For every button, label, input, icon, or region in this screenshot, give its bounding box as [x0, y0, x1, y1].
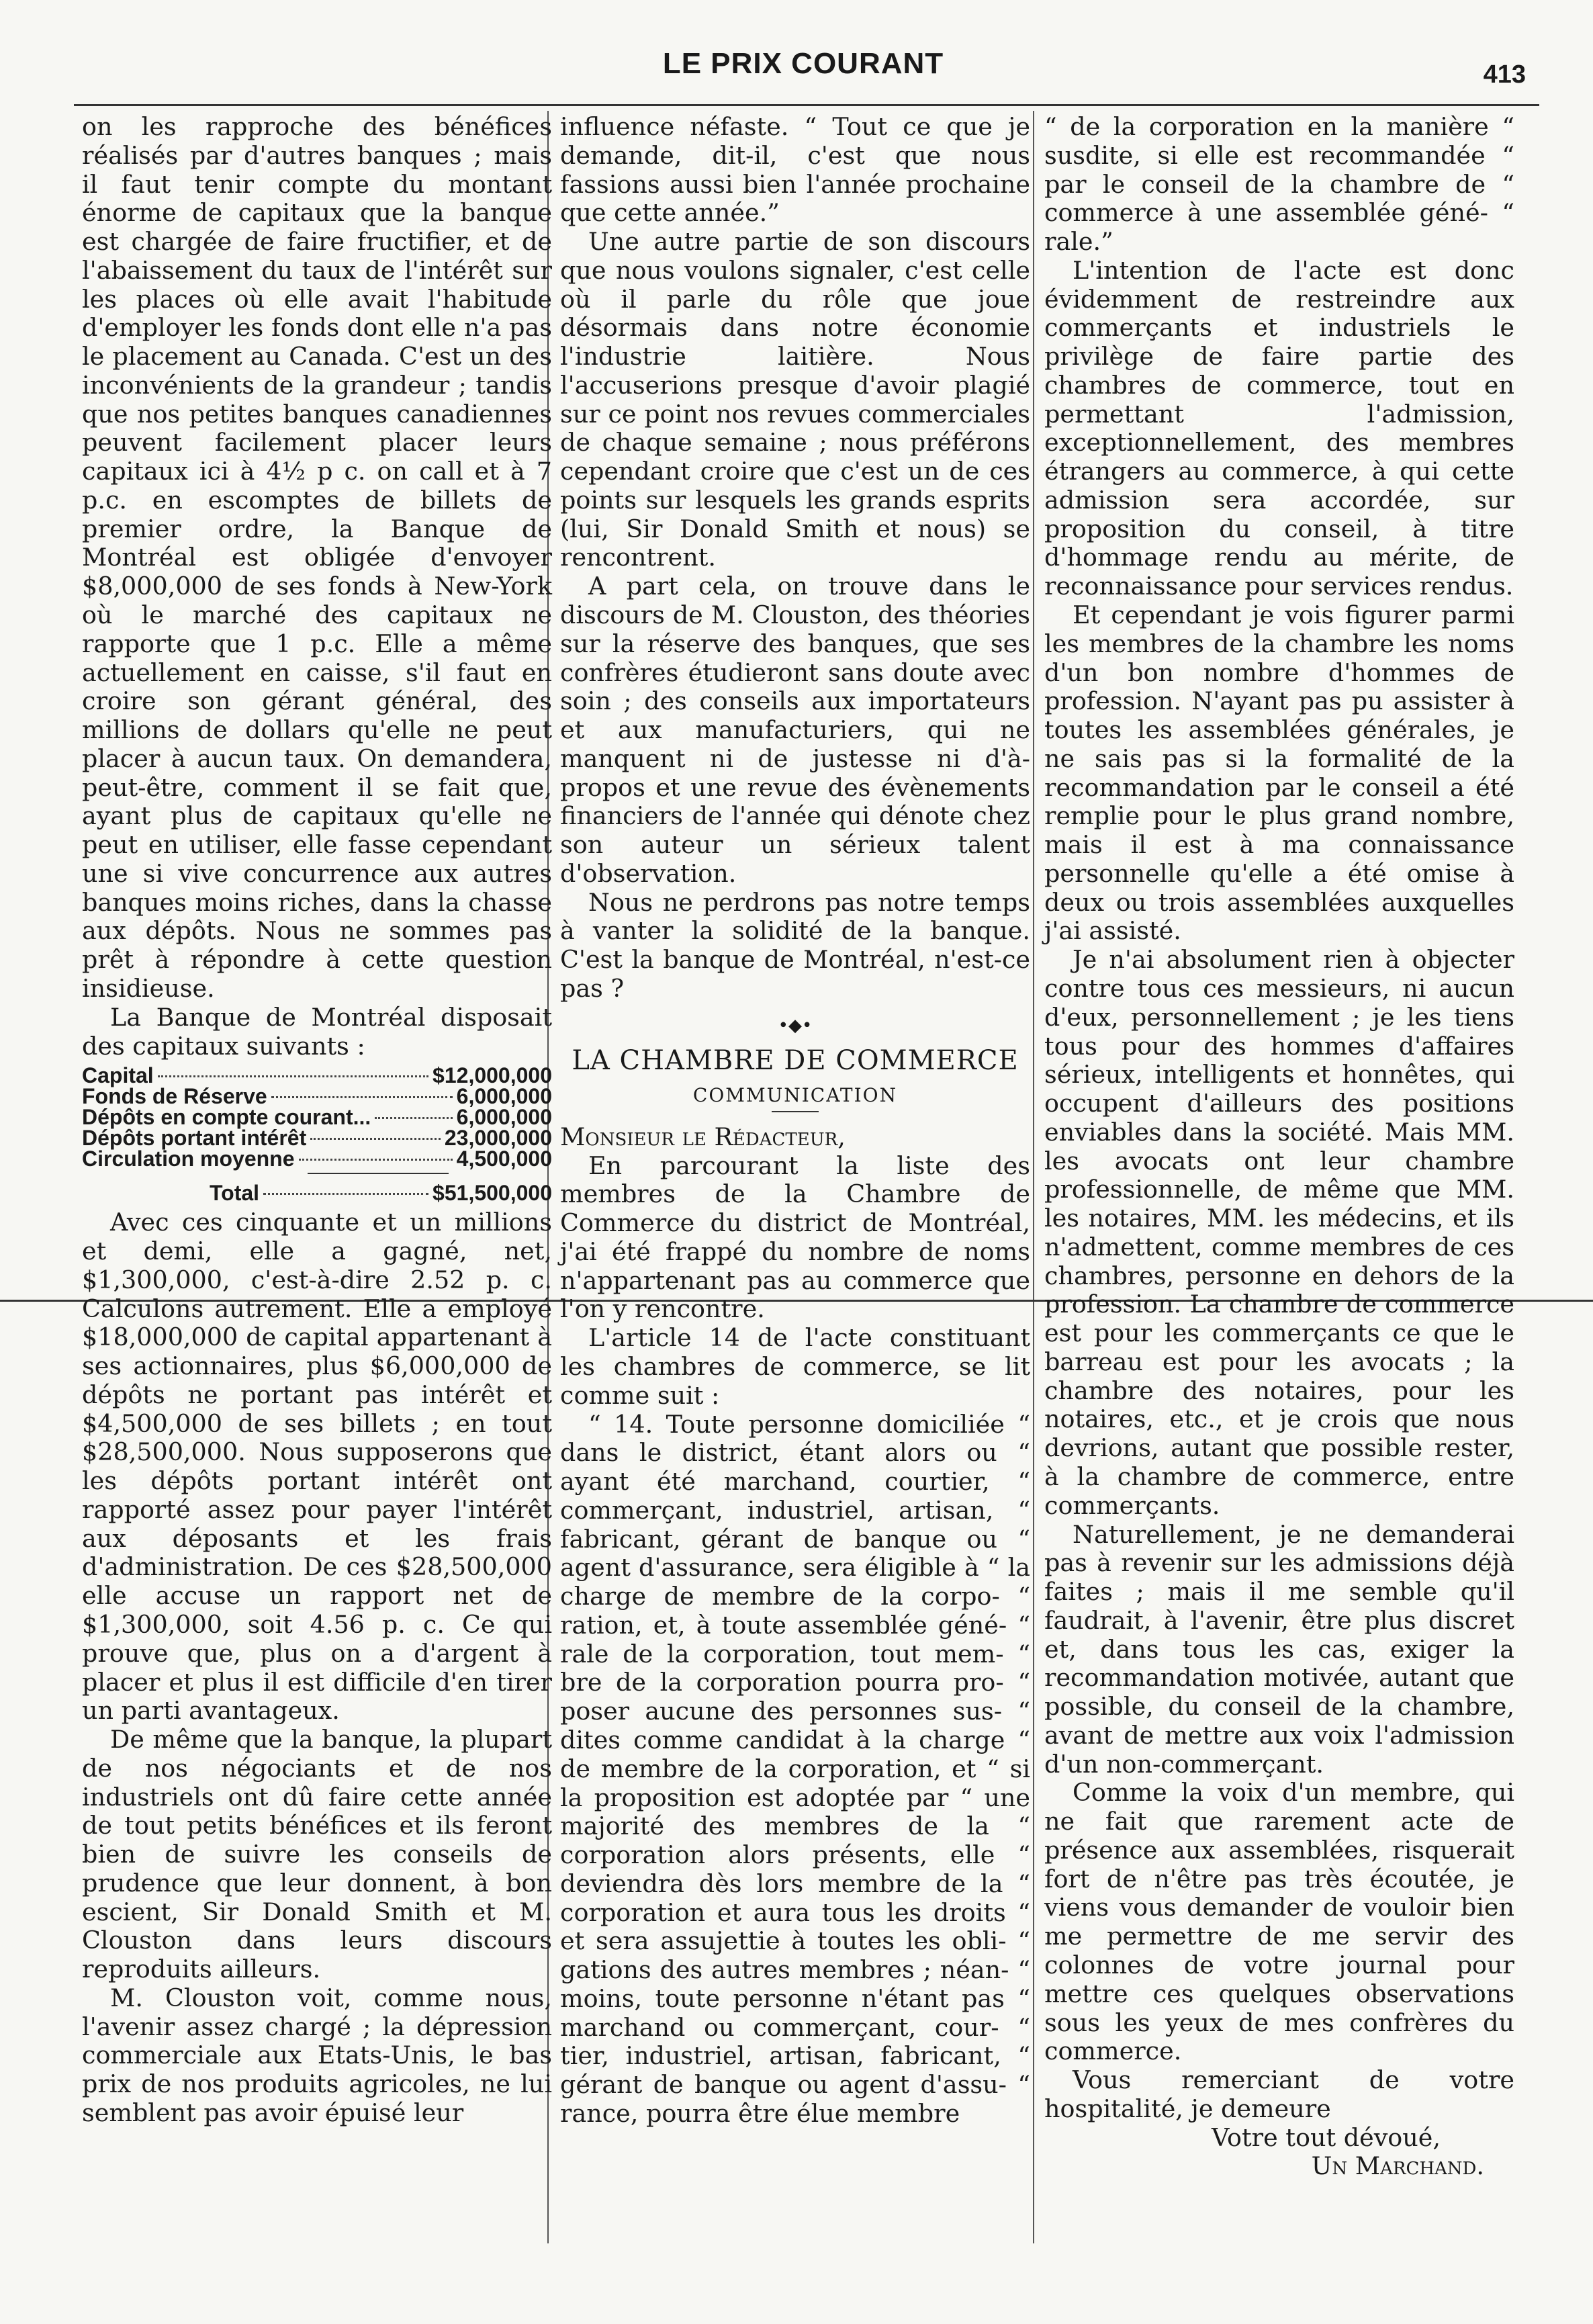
- paragraph: A part cela, on trouve dans le discours de M. Clouston, des théories sur la réserve des banques, que ses confrères étudieront sans doute avec soin ; des conseils aux importateurs et aux manufacturiers, qui ne manquent ni de justesse ni d'à-propos et une revue des évènements financiers de l'année qui dénote chez son auteur un sérieux talent d'observation.: [560, 572, 1030, 888]
- leader-dots: [158, 1075, 428, 1077]
- header-rule: [74, 104, 1539, 106]
- paragraph: L'article 14 de l'acte constituant les chambres de commerce, se lit comme suit :: [560, 1323, 1030, 1410]
- section-title: LA CHAMBRE DE COMMERCE: [572, 1045, 1019, 1077]
- paragraph: Naturellement, je ne demanderai pas à revenir sur les admissions déjà faites ; mais il me semble qu'il faudrait, à l'avenir, être plus discret et, dans tous les cas, exiger la recommandation motivée, autant que possible, du conseil de la chambre, avant de mettre aux voix l'admission d'un non-commerçant.: [1044, 1519, 1514, 1779]
- paragraph: L'intention de l'acte est donc évidemment de restreindre aux commerçants et industriels le privilège de faire partie des chambres de commerce, tout en permettant l'admission, exceptionnellement, des membres étrangers au commerce, à qui cette admission sera accordée, sur proposition du conseil, à titre d'hommage rendu au mérite, de reconnaissance pour services rendus.: [1044, 255, 1514, 601]
- paragraph: Nous ne perdrons pas notre temps à vanter la solidité de la banque. C'est la banque de Montréal, n'est-ce pas ?: [560, 887, 1030, 1003]
- finance-label: Dépôts en compte courant...: [82, 1105, 371, 1130]
- paragraph: La Banque de Montréal disposait des capitaux suivants :: [82, 1002, 552, 1061]
- finance-row: [82, 1148, 552, 1169]
- finance-row: [82, 1105, 552, 1130]
- ornament-divider: •◆•: [778, 1015, 813, 1036]
- quoted-article: “ 14. Toute personne domiciliée “ dans le district, étant alors ou “ ayant été marchand, courtier, “ commerçant, industriel, artisan, “ fabricant, gérant de banque ou “ agent d'assurance, sera éligible à “ la charge de membre de la corpo- “ ration, et, à toute assemblée géné- “ rale de la corporation, tout mem- “ bre de la corporation pourra pro- “ poser aucune des personnes sus- “ dites comme candidat à la charge “ de membre de la corporation, et “ si la proposition est adoptée par “ une majorité des membres de la “ corporation alors présents, elle “ deviendra dès lors membre de la “ corporation et aura tous les droits “ et sera assujettie à toutes les obli- “ gations des autres membres ; néan- “ moins, toute personne n'étant pas “ marchand ou commerçant, cour- “ tier, industriel, artisan, fabricant, “ gérant de banque ou agent d'assu- “ rance, pourra être élue membre: [560, 1409, 1030, 2128]
- leader-dots: [375, 1117, 452, 1119]
- total-value: $51,500,000: [433, 1181, 552, 1206]
- leader-dots: [263, 1193, 428, 1195]
- finance-row: [82, 1063, 552, 1088]
- column-2: [560, 113, 1030, 2129]
- finance-table: [82, 1063, 552, 1206]
- finance-value: 6,000,000: [456, 1084, 552, 1109]
- paragraph: Vous remerciant de votre hospitalité, je demeure: [1044, 2065, 1514, 2123]
- masthead: [54, 40, 1553, 101]
- leader-dots: [271, 1096, 453, 1098]
- finance-label: Capital: [82, 1063, 154, 1088]
- quoted-article-continued: “ de la corporation en la manière “ susdite, si elle est recommandée “ par le conseil de la chambre de “ commerce à une assemblée géné- “ rale.”: [1044, 112, 1514, 257]
- finance-value: 4,500,000: [456, 1147, 552, 1171]
- column-1: [82, 113, 552, 2128]
- column-divider: [1033, 111, 1034, 2243]
- finance-label: Circulation moyenne: [82, 1147, 295, 1171]
- paragraph: M. Clouston voit, comme nous, l'avenir assez chargé ; la dépression commerciale aux Etats-Unis, le bas prix de nos produits agricoles, ne lui semblent pas avoir épuisé leur: [82, 1983, 552, 2127]
- journal-title: LE PRIX COURANT: [662, 47, 944, 80]
- paragraph: Avec ces cinquante et un millions et demi, elle a gagné, net, $1,300,000, c'est-à-dire 2.52 p. c. Calculons autrement. Elle a employé $18,000,000 de capital appartenant à ses actionnaires, plus $6,000,000 de dépôts ne portant pas intérêt et $4,500,000 de ses billets ; en tout $28,500,000. Nous supposerons que les dépôts portant intérêt ont rapporté assez pour payer l'intérêt aux déposants et les frais d'administration. De ces $28,500,000 elle accuse un rapport net de $1,300,000, soit 4.56 p. c. Ce qui prouve que, plus on a d'argent à placer et plus il est difficile d'en tirer un parti avantageux.: [82, 1208, 552, 1726]
- total-rule: [308, 1173, 449, 1174]
- finance-value: 23,000,000: [444, 1126, 552, 1151]
- paragraph: influence néfaste. “ Tout ce que je demande, dit-il, c'est que nous fassions aussi bien l'année prochaine que cette année.”: [560, 112, 1030, 228]
- finance-label: Dépôts portant intérêt: [82, 1126, 307, 1151]
- finance-row: [82, 1084, 552, 1109]
- paragraph: De même que la banque, la plupart de nos négociants et de nos industriels ont dû faire cette année de tout petits bénéfices et ils feront bien de suivre les conseils de prudence que leur donnent, à bon escient, Sir Donald Smith et M. Clouston dans leurs discours reproduits ailleurs.: [82, 1725, 552, 1984]
- closing: Votre tout dévoué,: [1212, 2122, 1441, 2152]
- subheading: COMMUNICATION: [692, 1084, 898, 1107]
- finance-value: $12,000,000: [433, 1063, 552, 1088]
- leader-dots: [310, 1138, 441, 1140]
- leader-dots: [299, 1159, 453, 1161]
- paragraph: Comme la voix d'un membre, qui ne fait que rarement acte de présence aux assemblées, risquerait fort de n'être pas très écoutée, je viens vous demander de vouloir bien me permettre de me servir des colonnes de votre journal pour mettre ces quelques observations sous les yeux de mes confrères du commerce.: [1044, 1778, 1514, 2066]
- signature: Un Marchand.: [1311, 2151, 1484, 2181]
- salutation: Monsieur le Rédacteur,: [560, 1122, 846, 1151]
- page-number: 413: [1483, 60, 1526, 89]
- finance-row: [82, 1126, 552, 1151]
- column-3: [1044, 113, 1514, 2181]
- total-label: Total: [210, 1181, 260, 1206]
- finance-total-row: [82, 1181, 552, 1206]
- paragraph: En parcourant la liste des membres de la Chambre de Commerce du district de Montréal, j'ai été frappé du nombre de noms n'appartenant pas au commerce que l'on y rencontre.: [560, 1151, 1030, 1324]
- finance-label: Fonds de Réserve: [82, 1084, 267, 1109]
- short-rule: [772, 1111, 819, 1112]
- paragraph: Et cependant je vois figurer parmi les membres de la chambre les noms d'un bon nombre d'hommes de profession. N'ayant pas pu assister à toutes les assemblées générales, je ne sais pas si la formalité de la recommandation par le conseil a été remplie pour le plus grand nombre, mais il est à ma connaissance personnelle qu'elle a été omise à deux ou trois assemblées auxquelles j'ai assisté.: [1044, 600, 1514, 946]
- paragraph: Une autre partie de son discours que nous voulons signaler, c'est celle où il parle du rôle que joue désormais dans notre économie l'industrie laitière. Nous l'accuserions presque d'avoir plagié sur ce point nos revues commerciales de chaque semaine ; nous préférons cependant croire que c'est un de ces points sur lesquels les grands esprits (lui, Sir Donald Smith et nous) se rencontrent.: [560, 227, 1030, 572]
- paragraph: Je n'ai absolument rien à objecter contre tous ces messieurs, ni aucun d'eux, personnellement ; je les tiens tous pour des hommes d'affaires sérieux, intelligents et honnêtes, qui occupent d'ailleurs des positions enviables dans la société. Mais MM. les avocats ont leur chambre professionnelle, de même que MM. les notaires, MM. les médecins, et ils n'admettent, comme membres de ces chambres, personne en dehors de la profession. La chambre de commerce est pour les commerçants ce que le barreau est pour les avocats ; la chambre des notaires, pour les notaires, etc., et je crois que nous devrions, autant que possible rester, à la chambre de commerce, entre commerçants.: [1044, 945, 1514, 1520]
- paragraph: on les rapproche des bénéfices réalisés par d'autres banques ; mais il faut tenir compte du montant énorme de capitaux que la banque est chargée de faire fructifier, et de l'abaissement du taux de l'intérêt sur les places où elle avait l'habitude d'employer les fonds dont elle n'a pas le placement au Canada. C'est un des inconvénients de la grandeur ; tandis que nos petites banques canadiennes peuvent facilement placer leurs capitaux ici à 4½ p c. on call et à 7 p.c. en escomptes de billets de premier ordre, la Banque de Montréal est obligée d'envoyer $8,000,000 de ses fonds à New-York où le marché des capitaux ne rapporte que 1 p.c. Elle a même actuellement en caisse, s'il faut en croire son gérant général, des millions de dollars qu'elle ne peut placer à aucun taux. On demandera, peut-être, comment il se fait que, ayant plus de capitaux qu'elle ne peut en utiliser, elle fasse cependant une si vive concurrence aux autres banques moins riches, dans la chasse aux dépôts. Nous ne sommes pas prêt à répondre à cette question insidieuse.: [82, 112, 552, 1003]
- finance-value: 6,000,000: [456, 1105, 552, 1130]
